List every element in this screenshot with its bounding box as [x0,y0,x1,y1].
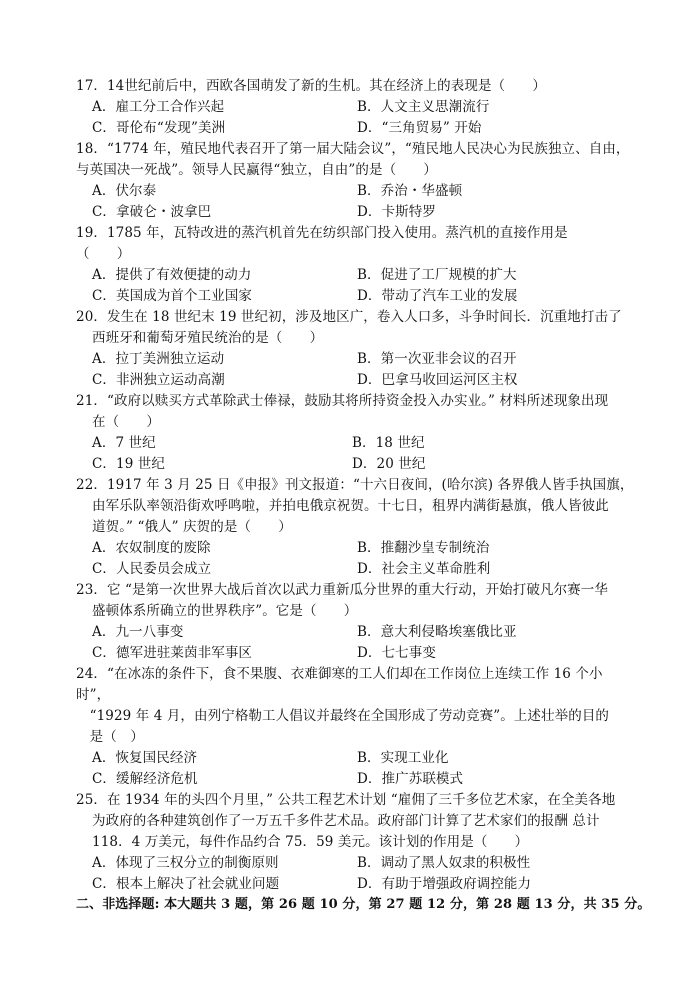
question-22-option-a: A．农奴制度的废除 [92,540,211,556]
question-21-option-a: A．7 世纪 [92,435,156,451]
question-21-stem-line-1: 21．“政府以赎买方式革除武士俸禄，鼓励其将所持资金投入办实业。” 材料所述现象出现 [76,393,609,409]
question-25-stem-line-3: 118．4 万美元，每件作品约合 75．59 美元。该计划的作用是（ ） [92,834,529,850]
question-21-option-b: B．18 世纪 [352,435,425,451]
question-17-stem: 17．14世纪前后中，西欧各国萌发了新的生机。其在经济上的表现是（ ） [76,78,546,94]
question-25-stem-line-2: 为政府的各种建筑创作了一万五千多件艺术品。政府部门计算了艺术家们的报酬 总计 [92,813,600,829]
question-18-option-d: D．卡斯特罗 [357,204,436,220]
question-24-stem-line-3: “1929 年 4 月，由列宁格勒工人倡议并最终在全国形成了劳动竞赛”。上述壮举的目的 [76,708,610,724]
question-23-option-a: A．九一八事变 [92,624,184,640]
question-19-option-b: B．促进了工厂规模的扩大 [357,267,517,283]
question-24-option-a: A．恢复国民经济 [92,750,198,766]
question-20-option-d: D．巴拿马收回运河区主权 [357,372,518,388]
question-22-stem-line-3: 道贺。” “俄人” 庆贺的是（ ） [92,519,292,535]
question-19-option-d: D．带动了汽车工业的发展 [357,288,518,304]
question-19-option-a: A．提供了有效便捷的动力 [92,267,252,283]
question-22-option-d: D．社会主义革命胜利 [357,561,491,577]
question-18-stem-line-2: 与英国决一死战”。领导人民赢得“独立，自由”的是（ ） [76,162,438,178]
question-24-option-b: B．实现工业化 [357,750,449,766]
question-24-stem-line-4: 是（ ） [76,729,144,745]
question-18-option-c: C．拿破仑・波拿巴 [92,204,212,220]
question-25-option-d: D．有助于增强政府调控能力 [357,876,532,892]
question-25-option-b: B．调动了黑人奴隶的积极性 [357,855,531,871]
question-19-stem-line-2: （ ） [76,246,131,262]
question-22-option-c: C．人民委员会成立 [92,561,212,577]
question-17-option-b: B．人文主义思潮流行 [357,99,490,115]
question-23-option-d: D．七七事变 [357,645,436,661]
question-21-stem-line-2: 在（ ） [92,414,160,430]
question-22-stem-line-1: 22．1917 年 3 月 25 日《申报》刊文报道：“十六日夜间，(哈尔滨) 各界俄人皆手执国旗， [76,477,634,493]
question-22-option-b: B．推翻沙皇专制统治 [357,540,490,556]
question-23-stem-line-1: 23．它 “是第一次世界大战后首次以武力重新瓜分世界的重大行动，开始打破凡尔赛一华 [76,582,608,598]
section-heading: 二、非选择题: 本大题共 3 题，第 26 题 10 分，第 27 题 12 分，第 28 题 13 分，共 35 分。 [76,897,651,912]
question-17-option-a: A．雇工分工合作兴起 [92,99,225,115]
question-19-option-c: C．英国成为首个工业国家 [92,288,253,304]
question-25-option-c: C．根本上解决了社会就业问题 [92,876,280,892]
question-18-option-a: A．伏尔泰 [92,183,157,199]
question-23-stem-line-2: 盛顿体系所确立的世界秩序”。它是（ ） [92,603,358,619]
question-24-stem-line-2: 时”， [76,687,111,703]
question-24-stem-line-1: 24．“在冰冻的条件下，食不果腹、衣难御寒的工人们却在工作岗位上连续工作 16 个小 [76,666,603,682]
question-19-stem-line-1: 19．1785 年，瓦特改进的蒸汽机首先在纺织部门投入使用。蒸汽机的直接作用是 [76,225,568,241]
question-25-stem-line-1: 25．在 1934 年的头四个月里，” 公共工程艺术计划 “雇佣了三千多位艺术家，在全美各地 [76,792,616,808]
question-20-option-a: A．拉丁美洲独立运动 [92,351,225,367]
question-18-stem-line-1: 18．“1774 年，殖民地代表召开了第一届大陆会议”，“殖民地人民决心为民族独立、自由， [76,141,630,157]
question-18-option-b: B．乔治・华盛顿 [357,183,463,199]
question-25-option-a: A．体现了三权分立的制衡原则 [92,855,279,871]
question-21-option-c: C．19 世纪 [92,456,165,472]
question-20-stem-line-2: 西班牙和葡萄牙殖民统治的是（ ） [92,330,324,346]
question-20-stem-line-1: 20．发生在 18 世纪末 19 世纪初，涉及地区广，卷入人口多，斗争时间长．沉重地打击了 [76,309,622,325]
question-24-option-d: D．推广苏联模式 [357,771,464,787]
question-17-option-c: C．哥伦布“发现”美洲 [92,120,226,136]
question-21-option-d: D．20 世纪 [352,456,426,472]
question-23-option-c: C．德军进驻莱茵非军事区 [92,645,253,661]
question-17-option-d: D．“三角贸易” 开始 [357,120,482,136]
question-24-option-c: C．缓解经济危机 [92,771,198,787]
question-22-stem-line-2: 由军乐队率领沿街欢呼鸣啦，并拍电俄京祝贺。十七日，租界内满街悬旗，俄人皆彼此 [92,498,609,514]
question-20-option-b: B．第一次亚非会议的召开 [357,351,517,367]
question-23-option-b: B．意大利侵略埃塞俄比亚 [357,624,517,640]
question-20-option-c: C．非洲独立运动高潮 [92,372,225,388]
